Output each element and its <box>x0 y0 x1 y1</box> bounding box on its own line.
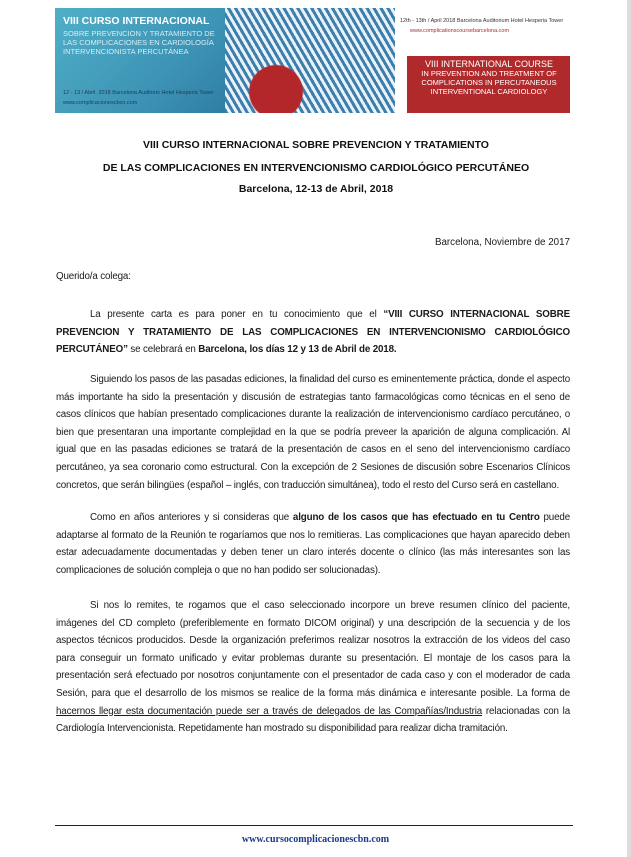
banner-left-sub-line: LAS COMPLICACIONES EN CARDIOLOGÍA <box>63 38 214 47</box>
header-banner <box>55 8 570 113</box>
paragraph-4-text: Si nos lo remites, te rogamos que el caso seleccionado incorpore un breve resumen clínico del paciente, imágenes del CD completo (preferiblemente en formato DICOM original) y una descripción de la secuencia y de los aspectos técnicos producidos. Desde la organización preferimos realizar nosotros la extracción de los videos del caso para conseguir un formato unificado y evitar problemas durante su presentación. El montaje de los casos para la presentación será efectuado por nosotros conjuntamente con el presentador de cada caso y con el moderador de cada Sesión, para que el desarrollo de los mismos se realice de la forma más dinámica e interesante posible. La forma de <box>56 600 570 699</box>
banner-illustration <box>225 8 395 113</box>
paragraph-1-dates: Barcelona, los días 12 y 13 de Abril de 2018. <box>198 344 397 356</box>
banner-right-date: 12th - 13th / April 2018 Barcelona Auditorium Hotel Hesperia Tower <box>400 18 564 24</box>
footer-divider <box>55 825 573 826</box>
banner-left-title: VIII CURSO INTERNACIONAL <box>63 15 210 27</box>
paragraph-3-highlight: alguno de los casos que has efectuado en tu Centro <box>292 512 540 523</box>
paragraph-1-course-name: “VIII CURSO INTERNACIONAL SOBRE PREVENCION Y TRATAMIENTO DE LAS COMPLICACIONES EN INTERVENCIONISMO CARDIOLÓGICO PERCUTÁNEO” <box>56 309 570 356</box>
paragraph-4 <box>56 597 570 738</box>
paragraph-1 <box>56 306 570 359</box>
banner-right-title-line: INTERVENTIONAL CARDIOLOGY <box>430 87 548 96</box>
banner-left-panel <box>55 8 245 113</box>
paragraph-1-text: La presente carta es para poner en tu conocimiento que el <box>90 309 384 320</box>
course-title-line-1: VIII CURSO INTERNACIONAL SOBRE PREVENCION Y TRATAMIENTO <box>143 139 489 151</box>
letter-date: Barcelona, Noviembre de 2017 <box>434 237 570 248</box>
banner-left-subtitle <box>63 29 215 56</box>
paragraph-2: Siguiendo los pasos de las pasadas ediciones, la finalidad del curso es eminentemente práctica, donde el aspecto más importante ha sido la presentación y discusión de estrategias tanto farmacológicas como técnicas en el seno de casos clínicos que habían presentado complicaciones durante la realización de intervencionismo cardíaco percutáneo, o bien que presentaran una importante complejidad en la que se podría preveer la aparición de alguna complicación. Al igual que en las pasadas ediciones se tratará de la presentación de casos en el seno del intervencionismo cardíaco percutáneo, ya sea coronario como estructural. Con la excepción de 2 Sesiones de discusión sobre Escenarios Clínicos concretos, que serán bilingües (español – inglés, con traducción simultánea), todo el resto del Curso será en castellano. <box>56 374 570 491</box>
banner-left-date: 12 - 13 / Abril. 2018 Barcelona Auditorio Hotel Hesperia Tower <box>63 90 214 96</box>
banner-left-url: www.complicacionescbcn.com <box>63 100 138 106</box>
banner-right-url: www.complicationscoursebarcelona.com <box>410 28 510 34</box>
paragraph-3-text-2: puede adaptarse al formato de la Reunión te rogaríamos que nos lo remitieras. Las complicaciones que hayan aparecido deben estar adecuadamente documentadas y deben tener un claro interés docente o clínico (las más interesantes son las complicaciones de solución compleja o que no han podido ser solucionadas). <box>56 512 570 576</box>
paragraph-4-text-2: relacionadas con la Cardiología Intervencionista. Repetidamente han mostrado su disponibilidad para realizar dicha tramitación. <box>56 705 571 735</box>
banner-left-sub-line: INTERVENCIONISTA PERCUTÁNEA <box>63 47 189 56</box>
banner-right-title <box>411 60 567 96</box>
page-edge <box>627 0 631 857</box>
paragraph-3 <box>56 509 570 579</box>
banner-right-title-main: VIII INTERNATIONAL COURSE <box>424 59 554 69</box>
course-date-location: Barcelona, 12-13 de Abril, 2018 <box>238 183 394 195</box>
paragraph-1-text-2: se celebrará en <box>127 344 199 356</box>
footer-url[interactable]: www.cursocomplicacionescbn.com <box>241 834 390 845</box>
paragraph-3-text: Como en años anteriores y si consideras que <box>90 512 293 523</box>
greeting: Querido/a colega: <box>56 271 131 282</box>
banner-right-title-line: COMPLICATIONS IN PERCUTANEOUS <box>421 78 557 87</box>
course-title-line-2: DE LAS COMPLICACIONES EN INTERVENCIONISMO CARDIOLÓGICO PERCUTÁNEO <box>102 162 530 174</box>
banner-left-sub-line: SOBRE PREVENCION Y TRATAMIENTO DE <box>63 29 215 38</box>
banner-right-title-line: IN PREVENTION AND TREATMENT OF <box>421 69 557 78</box>
paragraph-4-underlined: hacernos llegar esta documentación puede ser a través de delegados de las Compañías/Industria <box>56 705 483 717</box>
